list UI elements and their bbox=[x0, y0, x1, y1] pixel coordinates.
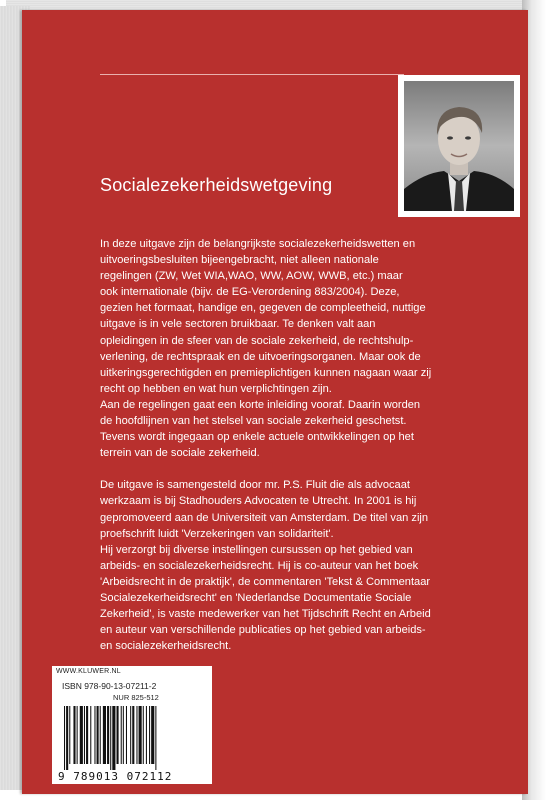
author-portrait bbox=[398, 75, 520, 217]
author-bio-line: gepromoveerd aan de Universiteit van Amsterdam. De titel van zijn bbox=[100, 511, 429, 524]
barcode-bar bbox=[103, 706, 106, 764]
blurb-line: gezien het formaat, handige en, gegeven de compleetheid, nuttige bbox=[100, 302, 426, 315]
author-bio-line: 'Arbeidsrecht in de praktijk', de commentaren 'Tekst & Commentaar bbox=[100, 575, 431, 588]
blurb-line: Aan de regelingen gaat een korte inleiding vooraf. Daarin worden bbox=[100, 398, 421, 411]
barcode-bar bbox=[64, 706, 65, 770]
barcode-bar bbox=[151, 706, 154, 764]
barcode-icon bbox=[62, 706, 202, 772]
blurb-line: ook internationale (bijv. de EG-Verordening 883/2004). Deze, bbox=[100, 286, 400, 299]
barcode-bar bbox=[100, 706, 101, 764]
nur-label: NUR 825-512 bbox=[113, 693, 159, 702]
barcode-bar bbox=[123, 706, 124, 764]
barcode-bar bbox=[86, 706, 88, 764]
barcode-bar bbox=[84, 706, 85, 764]
barcode-bar bbox=[121, 706, 122, 764]
blurb-line: In deze uitgave zijn de belangrijkste socialezekerheidswetten en bbox=[100, 238, 416, 250]
barcode-bar bbox=[94, 706, 95, 764]
blurb-line: uitgave is in vele sectoren bruikbaar. Te denken valt aan bbox=[100, 318, 376, 331]
barcode-bar bbox=[155, 706, 156, 770]
barcode-bar bbox=[107, 706, 109, 764]
book-title: Socialezekerheidswetgeving bbox=[100, 175, 333, 195]
author-bio-line: Hij verzorgt bij diverse instellingen cursussen op het gebied van bbox=[100, 543, 413, 556]
author-bio-line: arbeids- en socialezekerheidsrecht. Hij is co-auteur van het boek bbox=[100, 559, 419, 572]
barcode-bar bbox=[130, 706, 131, 764]
barcode-bar bbox=[110, 706, 111, 770]
divider-line bbox=[100, 74, 404, 75]
author-bio-line: Socialezekerheidsrecht' en 'Nederlandse Documentatie Sociale bbox=[100, 591, 412, 604]
author-bio-line: Zekerheid', is vaste medewerker van het Tijdschrift Recht en Arbeid bbox=[100, 608, 431, 621]
barcode-bar bbox=[73, 706, 75, 764]
barcode-bar bbox=[69, 706, 70, 764]
author-bio-line: werkzaam is bij Stadhouders Advocaten te Utrecht. In 2001 is hij bbox=[100, 495, 417, 508]
barcode-bar bbox=[132, 706, 134, 764]
barcode-bar bbox=[90, 706, 91, 764]
barcode-bar bbox=[136, 706, 137, 764]
barcode-bar bbox=[143, 706, 144, 764]
blurb-line: recht op hebben en wat hun verplichtingen zijn. bbox=[100, 382, 332, 395]
author-bio-line: en auteur van verschillende publicaties op het gebied van arbeids- bbox=[100, 624, 426, 637]
blurb-line: opleidingen in de sfeer van de sociale zekerheid, de rechtshulp- bbox=[100, 334, 414, 347]
barcode-bar bbox=[117, 706, 119, 764]
barcode-bar bbox=[149, 706, 150, 764]
isbn-label: ISBN 978-90-13-07211-2 bbox=[62, 681, 157, 691]
blurb-line: Tevens wordt ingegaan op enkele actuele ontwikkelingen op het bbox=[100, 431, 414, 444]
barcode-bar bbox=[77, 706, 78, 764]
barcode-number: 9 789013 072112 bbox=[58, 770, 173, 783]
blurb-line: terrein van de sociale zekerheid. bbox=[100, 447, 260, 460]
barcode-bar bbox=[66, 706, 68, 770]
author-bio-line: De uitgave is samengesteld door mr. P.S. Fluit die als advocaat bbox=[100, 479, 410, 492]
blurb-line: uitvoeringsbesluiten bijeengebracht, niet alleen nationale bbox=[100, 254, 379, 267]
blurb-line: de hoofdlijnen van het stelsel van sociale zekerheid geschetst. bbox=[100, 415, 407, 428]
barcode-bar bbox=[112, 706, 115, 770]
blurb-line: regelingen (ZW, Wet WIA,WAO, WW, AOW, WWB, etc.) maar bbox=[100, 270, 403, 283]
barcode-bar bbox=[126, 706, 127, 764]
paragraph-gap bbox=[100, 461, 510, 477]
person-photo-icon bbox=[404, 81, 514, 211]
blurb-line: uitkeringsgerechtigden en premieplichtigen kunnen nagaan waar zij bbox=[100, 366, 432, 379]
blurb-line: verlening, de rechtspraak en de uitvoeringsorganen. Maar ook de bbox=[100, 350, 421, 363]
author-bio-line: en socialezekerheidsrecht. bbox=[100, 640, 232, 653]
blurb-text bbox=[100, 236, 510, 654]
publisher-url: WWW.KLUWER.NL bbox=[56, 668, 121, 675]
author-photo bbox=[404, 81, 514, 211]
barcode-bar bbox=[139, 706, 142, 764]
barcode-bar bbox=[146, 706, 147, 764]
barcode-bar bbox=[80, 706, 83, 764]
barcode-bar bbox=[97, 706, 99, 764]
author-bio-line: proefschrift luidt 'Verzekeringen van solidariteit'. bbox=[100, 527, 334, 540]
